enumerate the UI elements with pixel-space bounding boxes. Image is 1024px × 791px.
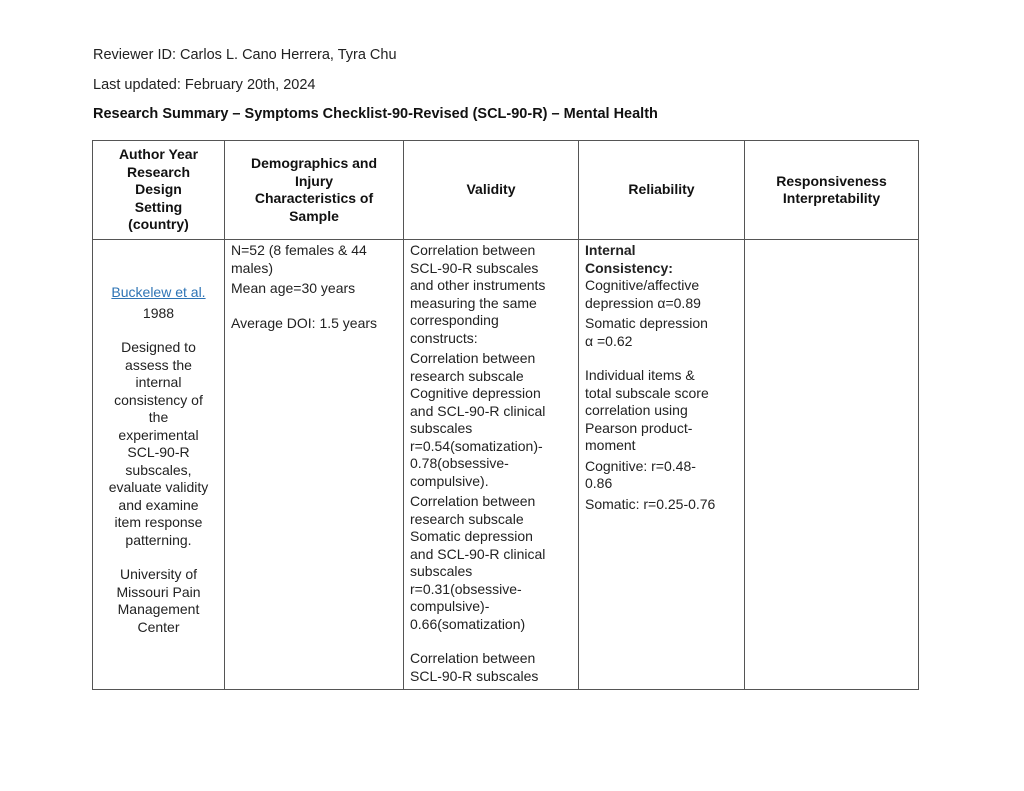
header-author: Author Year Research Design Setting (country) (93, 141, 225, 240)
responsiveness-cell (745, 240, 919, 690)
reviewer-id: Reviewer ID: Carlos L. Cano Herrera, Tyra Chu (93, 47, 397, 63)
header-row (93, 141, 919, 240)
study-design: Designed to assess the internal consistency of the experimental SCL-90-R subscales, evaluate validity and examine item response patterning. (108, 339, 209, 548)
average-doi: Average DOI: 1.5 years (231, 314, 378, 331)
validity-paragraph: Correlation between SCL-90-R subscales (410, 650, 539, 684)
header-responsiveness: Responsiveness Interpretability (745, 141, 919, 240)
demographics-cell (225, 240, 404, 690)
reliability-heading: Internal Consistency: (585, 242, 673, 276)
cognitive-correlation: Cognitive: r=0.48- 0.86 (585, 457, 696, 491)
research-summary-table (92, 140, 919, 690)
table-row (93, 240, 919, 690)
author-cell (93, 240, 225, 690)
item-correlation: Individual items & total subscale score correlation using Pearson product- moment (585, 367, 709, 453)
validity-paragraph: Correlation between research subscale Cognitive depression and SCL-90-R clinical subscales r=0.54(somatization)- 0.78(obsessive- compulsive). (410, 350, 546, 489)
header-validity: Validity (404, 141, 579, 240)
somatic-correlation: Somatic: r=0.25-0.76 (585, 495, 716, 512)
sample-size: N=52 (8 females & 44 males) (231, 242, 367, 276)
reliability-cell (579, 240, 745, 690)
author-link[interactable]: Buckelew et al. (111, 284, 206, 300)
last-updated: Last updated: February 20th, 2024 (93, 77, 316, 93)
somatic-alpha: Somatic depression α =0.62 (585, 315, 708, 349)
validity-paragraph: Correlation between research subscale Somatic depression and SCL-90-R clinical subscales r=0.31(obsessive- compulsive)- 0.66(somatization) (410, 493, 546, 632)
header-demographics: Demographics and Injury Characteristics of Sample (225, 141, 404, 240)
cognitive-alpha: Cognitive/affective depression α=0.89 (585, 277, 701, 311)
study-year: 1988 (142, 304, 175, 321)
validity-paragraph: Correlation between SCL-90-R subscales and other instruments measuring the same corresponding constructs: (410, 242, 546, 346)
mean-age: Mean age=30 years (231, 280, 356, 296)
study-setting: University of Missouri Pain Management Center (116, 566, 201, 635)
document-title: Research Summary – Symptoms Checklist-90-Revised (SCL-90-R) – Mental Health (93, 106, 658, 122)
header-reliability: Reliability (579, 141, 745, 240)
validity-cell (404, 240, 579, 690)
